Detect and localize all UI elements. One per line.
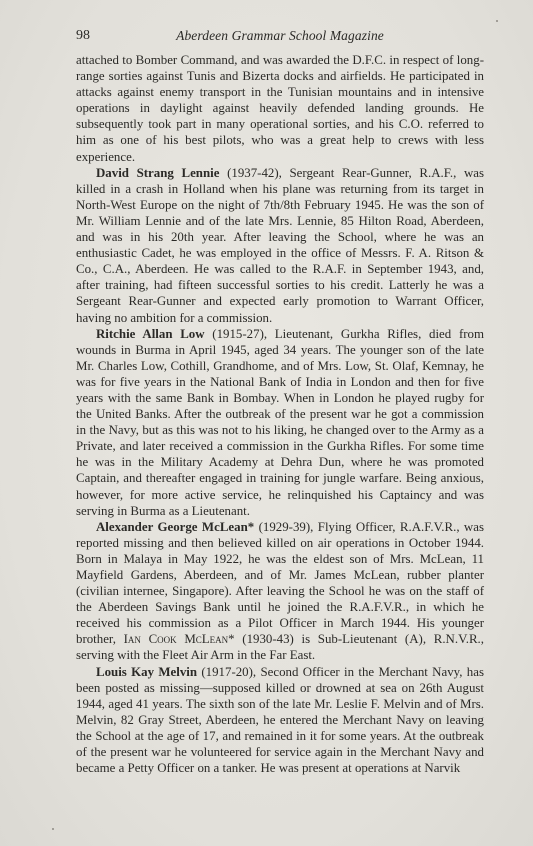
page-header [76,28,484,46]
obituary-name: Louis Kay Melvin [96,664,198,679]
obituary-name: Ritchie Allan Low [96,326,205,341]
continuation-paragraph: attached to Bomber Command, and was awarded the D.F.C. in respect of long-range sorties against Tunis and Bizerta docks and airfields. He participated in attacks against enemy transport in the Tunisian mountains and in intensive operations in daylight against heavily defended landing grounds. He subsequently took part in many operational sorties, and his C.O. referred to him as one of his best pilots, who was a great help to crews with less experience. [76,53,484,164]
obituary-text: (1929-39), Flying Officer, R.A.F.V.R., was reported missing and then believed killed on air operations in October 1944. Born in Malaya in May 1922, he was the eldest son of Mrs. McLean, 11 Mayfield Gardens, Aberdeen, and of Mr. James McLean, rubber planter (civilian internee, Singapore). After leaving the School he was on the staff of the Aberdeen Savings Bank until he joined the R.A.F.V.R., in which he received his commission as a Pilot Officer in March 1944. His younger brother, [76,519,484,647]
obituary-melvin [76,664,484,777]
obituary-mclean [76,519,484,664]
obituary-text-continued: (1930-43) is Sub-Lieutenant (A), R.N.V.R., serving with the Fleet Air Arm in the Far East. [76,632,484,663]
obituary-text: (1937-42), Sergeant Rear-Gunner, R.A.F., was killed in a crash in Holland when his plane was returning from its target in North-West Europe on the night of 7th/8th February 1945. He was the son of Mr. William Lennie and of the late Mrs. Lennie, 85 Hilton Road, Aberdeen, and was in his 20th year. After leaving the School, where he was an enthusiastic Cadet, he was employed in the office of Messrs. F. A. Ritson & Co., C.A., Aberdeen. He was called to the R.A.F. in September 1943, and, after training, had fifteen successful sorties to his credit. Latterly he was a Sergeant Rear-Gunner and expected early promotion to Warrant Officer, having no ambition for a commission. [76,165,484,325]
obituary-text: (1915-27), Lieutenant, Gurkha Rifles, died from wounds in Burma in April 1945, aged 34 years. The younger son of the late Mr. Charles Low, Cothill, Grandhome, and of Mrs. Low, St. Olaf, Kemnay, he was for five years in the National Bank of India in London and then for five years with the same Bank in Bombay. When in London he played rugby for the United Banks. After the outbreak of the present war he got a commission in the Navy, but as this was not to his liking, he changed over to the Army as a Private, and later received a commission in the Gurkha Rifles. For some time he was in the Military Academy at Dehra Dun, where he was promoted Captain, and thereafter engaged in training for jungle warfare. Being anxious, however, for more active service, he relinquished his Captaincy and was serving in Burma as a Lieutenant. [76,326,484,518]
obituary-low [76,326,484,519]
obituary-text: (1917-20), Second Officer in the Merchant Navy, has been posted as missing—supposed killed or drowned at sea on 26th August 1944, aged 41 years. The sixth son of the late Mr. Leslie F. Melvin and of Mrs. Melvin, 82 Gray Street, Aberdeen, he entered the Merchant Navy on leaving the School at the age of 17, and remained in it for some years. At the outbreak of the present war he volunteered for service again in the Merchant Navy and became a Petty Officer on a tanker. He was present at operations at Narvik [76,664,484,776]
page-number: 98 [76,28,90,43]
paper-speck [52,828,54,830]
obituary-name: David Strang Lennie [96,165,220,180]
article-body [76,52,484,776]
obituary-lennie [76,165,484,326]
brother-name: Ian Cook McLean* [123,632,235,647]
obituary-name: Alexander George McLean* [96,519,255,534]
running-head: Aberdeen Grammar School Magazine [176,28,384,43]
paper-speck [496,20,498,22]
